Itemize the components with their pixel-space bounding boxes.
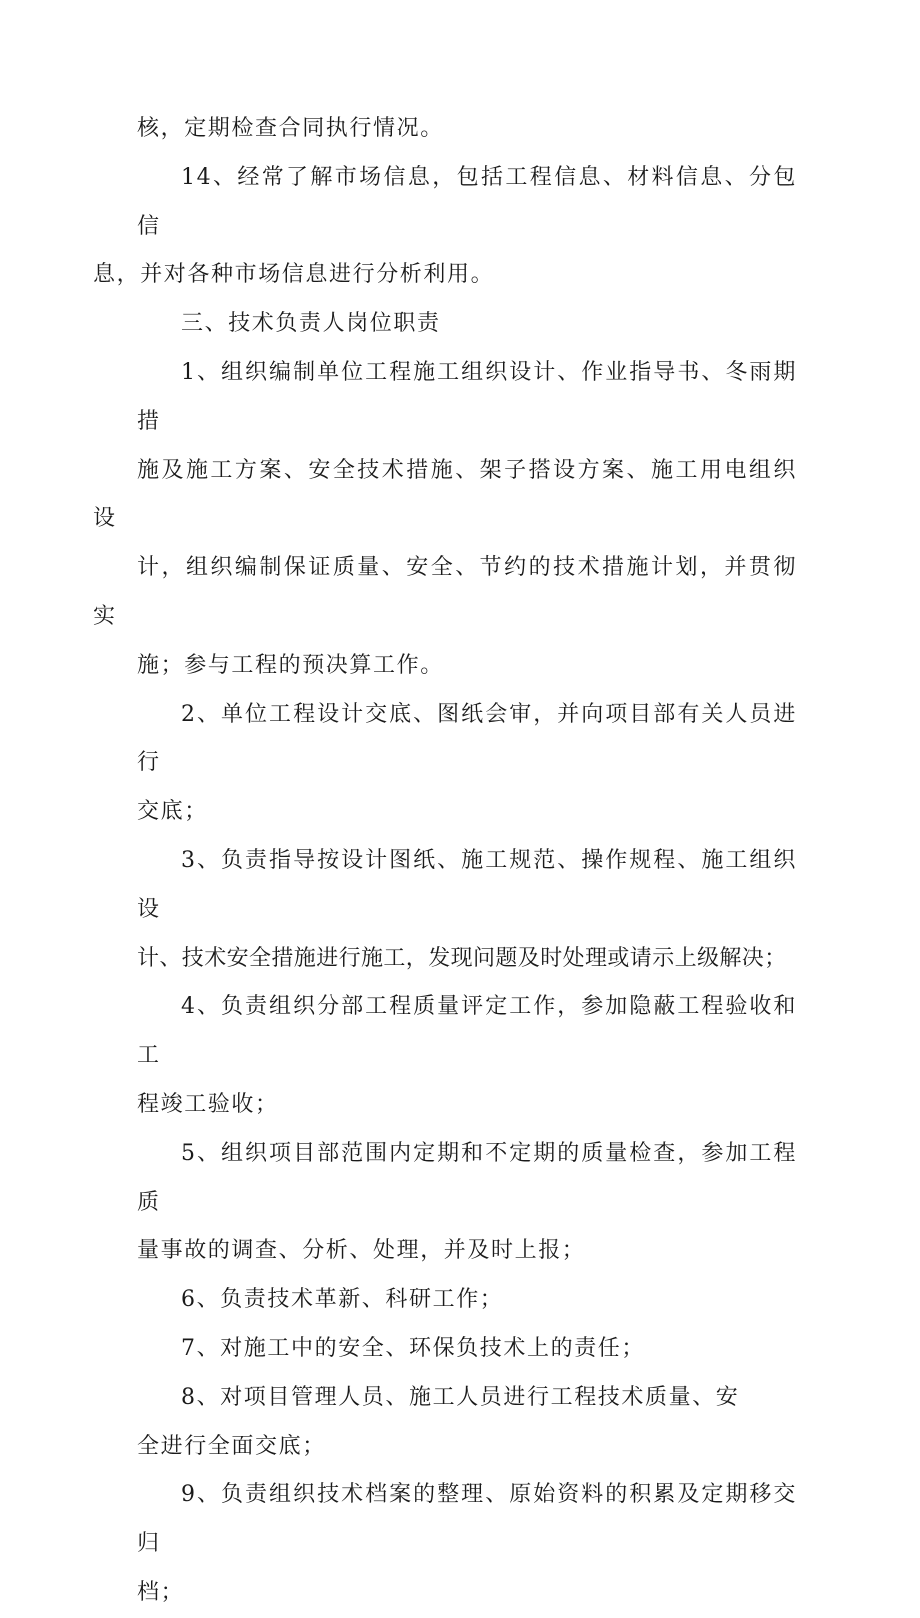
paragraph-item-9 xyxy=(137,1471,797,1617)
paragraph-item-3 xyxy=(137,837,797,983)
document-body xyxy=(93,105,797,1618)
text-line: 施及施工方案、安全技术措施、架子搭设方案、施工用电组织设 xyxy=(93,457,797,532)
paragraph-continuation xyxy=(137,105,797,154)
paragraph-item-4 xyxy=(137,983,797,1129)
text-line: 计、技术安全措施进行施工，发现问题及时处理或请示上级解决； xyxy=(137,945,787,971)
text-line: 5、组织项目部范围内定期和不定期的质量检查，参加工程质 xyxy=(137,1140,797,1215)
text-line: 档； xyxy=(137,1579,185,1605)
text-line: 程竣工验收； xyxy=(137,1091,279,1117)
section-heading xyxy=(137,300,797,349)
text-line: 计，组织编制保证质量、安全、节约的技术措施计划，并贯彻实 xyxy=(93,555,797,629)
text-line: 8、对项目管理人员、施工人员进行工程技术质量、安 xyxy=(181,1384,740,1410)
text-line: 全进行全面交底； xyxy=(137,1433,326,1459)
text-line: 息，并对各种市场信息进行分析利用。 xyxy=(93,262,495,288)
text-line: 2、单位工程设计交底、图纸会审，并向项目部有关人员进行 xyxy=(137,701,797,776)
text-line: 交底； xyxy=(137,799,208,825)
text-line: 14、经常了解市场信息，包括工程信息、材料信息、分包信 xyxy=(137,164,797,239)
text-line: 施；参与工程的预决算工作。 xyxy=(137,652,444,678)
paragraph-item-2 xyxy=(137,691,797,837)
text-line: 核，定期检查合同执行情况。 xyxy=(137,116,444,141)
paragraph-item-1 xyxy=(93,349,797,691)
text-line: 1、组织编制单位工程施工组织设计、作业指导书、冬雨期措 xyxy=(137,359,797,434)
text-line: 量事故的调查、分析、处理，并及时上报； xyxy=(137,1238,586,1264)
text-line: 7、对施工中的安全、环保负技术上的责任； xyxy=(181,1335,645,1361)
text-line: 6、负责技术革新、科研工作； xyxy=(181,1287,504,1313)
paragraph-item-14 xyxy=(93,154,797,300)
text-line: 9、负责组织技术档案的整理、原始资料的积累及定期移交归 xyxy=(137,1482,797,1557)
paragraph-item-8 xyxy=(137,1374,797,1472)
paragraph-item-5 xyxy=(137,1130,797,1276)
text-line: 4、负责组织分部工程质量评定工作，参加隐蔽工程验收和工 xyxy=(137,994,797,1069)
section-title: 三、技术负责人岗位职责 xyxy=(181,311,441,337)
paragraph-item-7 xyxy=(137,1325,797,1374)
text-line: 3、负责指导按设计图纸、施工规范、操作规程、施工组织设 xyxy=(137,847,797,922)
